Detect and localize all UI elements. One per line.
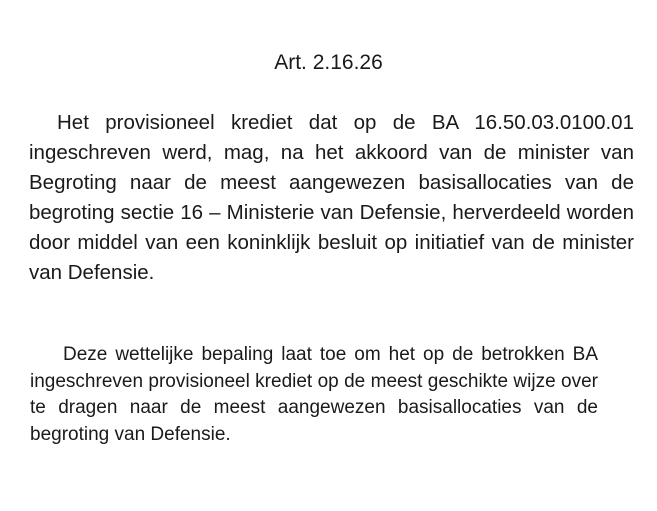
article-body-paragraph: Het provisioneel krediet dat op de BA 16.50.03.0100.01 ingeschreven werd, mag, na het akkoord van de minister van Begroting naar de meest aangewezen basisallocaties van de begroting sectie 16 – Ministerie van Defensie, herverdeeld worden door middel van een koninklijk besluit op initiatief van de minister van Defensie. xyxy=(29,111,634,284)
explanation-paragraph: Deze wettelijke bepaling laat toe om het op de betrokken BA ingeschreven provisioneel krediet op de meest geschikte wijze over te dragen naar de meest aangewezen basisallocaties van de begroting van Defensie. xyxy=(30,344,598,445)
article-title: Art. 2.16.26 xyxy=(274,51,383,74)
